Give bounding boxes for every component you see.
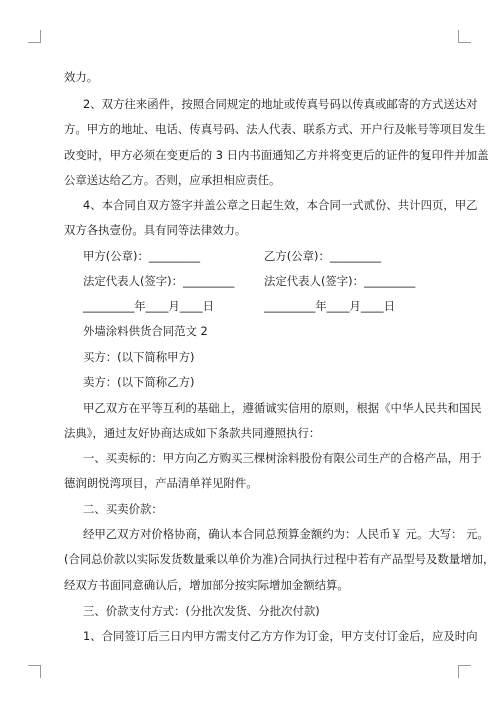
seller-line: 卖方：(以下简称乙方): [83, 375, 195, 389]
party-b-representative: 法定代表人(签字)：_________: [264, 274, 416, 288]
section-title: 外墙涂料供货合同范文 2: [83, 324, 208, 338]
clause-heading: 二、买卖价款：: [83, 502, 163, 516]
text-line: 1、合同签订后三日内甲方需支付乙方方作为订金，甲方支付订金后，应及时向: [83, 629, 478, 643]
text-line: (合同总价款以实际发货数量乘以单价为准)合同执行过程中若有产品型号及数量增加，: [64, 552, 495, 566]
clause-heading: 三、价款支付方式：(分批次发货、分批次付款): [83, 604, 320, 618]
party-a-seal: 甲方(公章)：_________: [83, 249, 201, 263]
text-line: 2、双方往来函件，按照合同规定的地址或传真号码以传真或邮寄的方式送达对: [83, 97, 478, 111]
party-a-date: _________年____月____日: [83, 299, 214, 313]
party-b-seal: 乙方(公章)：_________: [264, 249, 382, 263]
party-b-date: _________年____月____日: [264, 299, 395, 313]
text-line: 经双方书面同意确认后，增加部分按实际增加金额结算。: [64, 578, 349, 592]
text-line: 改变时，甲方必须在变更后的 3 日内书面通知乙方并将变更后的证件的复印件并加盖: [64, 148, 489, 162]
text-line: 法典》，通过友好协商达成如下条款共同遵照执行：: [64, 426, 321, 440]
crop-mark-top-left: [28, 30, 41, 43]
buyer-line: 买方：(以下简称甲方): [83, 350, 195, 364]
text-line: 甲乙双方在平等互利的基础上，遵循诚实信用的原则，根据《中华人民共和国民: [83, 401, 482, 415]
crop-mark-bottom-right: [458, 665, 471, 678]
text-line: 公章送达给乙方。否则，应承担相应责任。: [64, 173, 281, 187]
text-line: 方。甲方的地址、电话、传真号码、法人代表、联系方式、开户行及帐号等项目发生: [64, 122, 486, 136]
text-line: 德润朗悦湾项目，产品清单祥见附件。: [64, 476, 258, 490]
text-line: 双方各执壹份。具有同等法律效力。: [64, 223, 247, 237]
party-a-representative: 法定代表人(签字)：_________: [83, 274, 235, 288]
crop-mark-top-right: [458, 30, 471, 43]
crop-mark-bottom-left: [28, 665, 41, 678]
text-line: 4、本合同自双方签字并盖公章之日起生效，本合同一式贰份、共计四页，甲乙: [83, 198, 478, 212]
text-line: 一、买卖标的：甲方向乙方购买三棵树涂料股份有限公司生产的合格产品，用于: [83, 451, 482, 465]
text-line: 效力。: [64, 70, 99, 84]
text-line: 经甲乙双方对价格协商，确认本合同总预算金额约为：人民币￥ 元。大写： 元。: [83, 527, 489, 541]
